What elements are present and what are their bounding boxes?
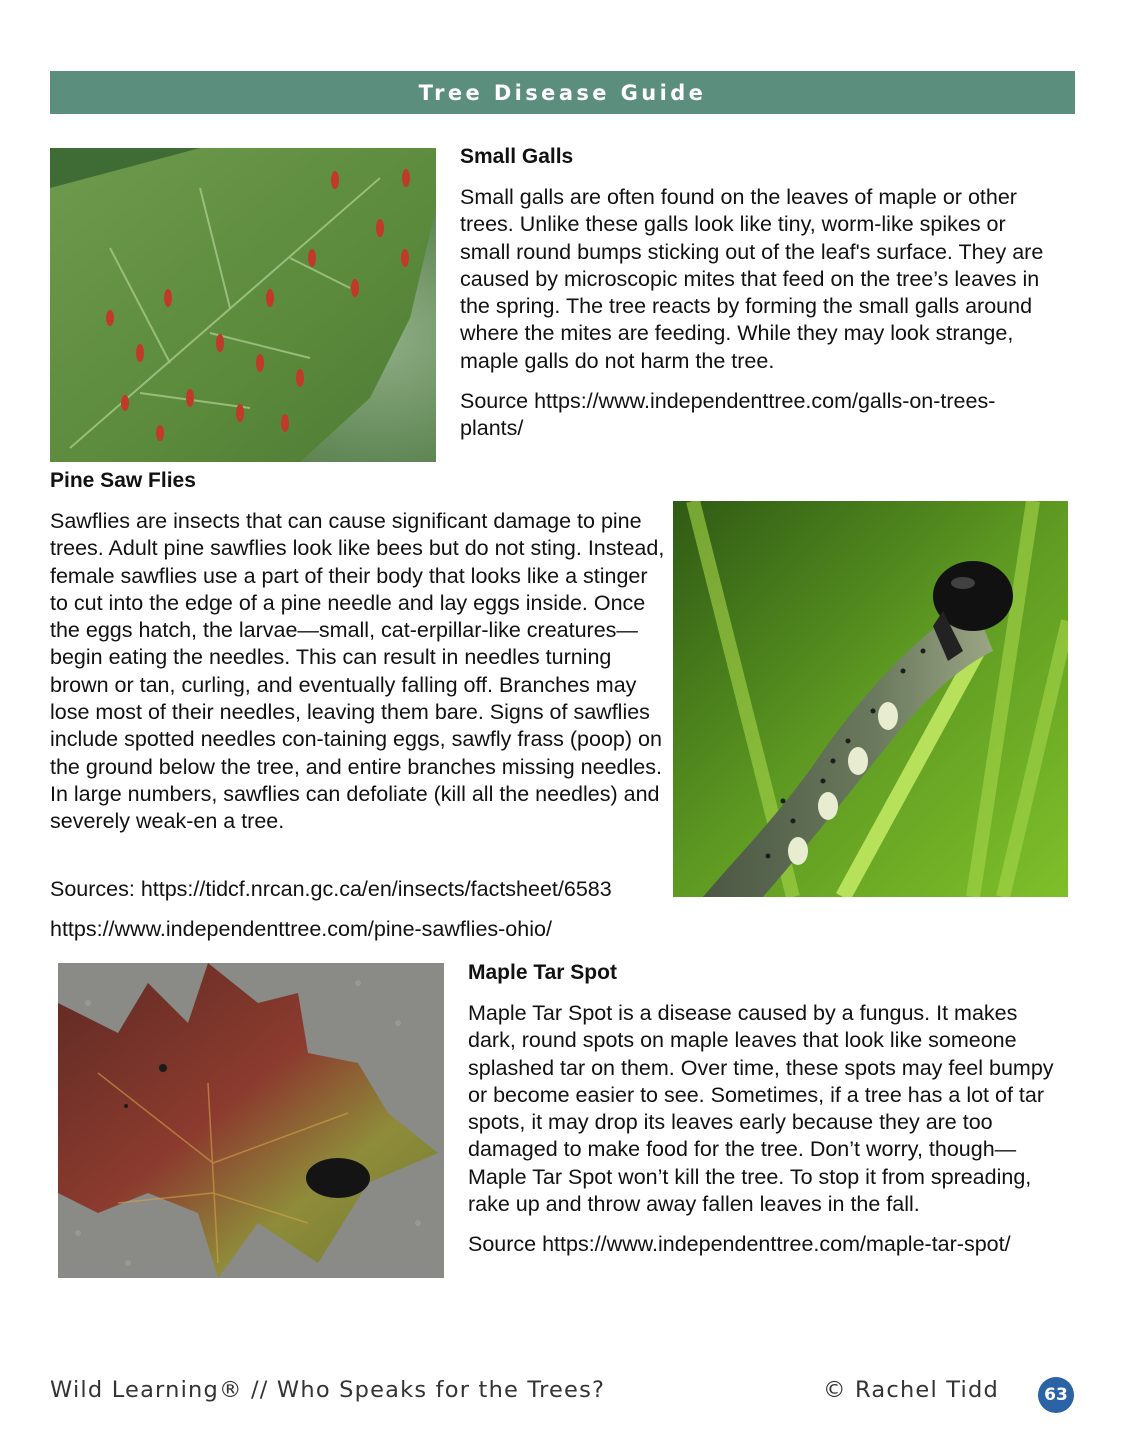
- small-galls-text: Small galls are often found on the leaves of maple or other trees. Unlike these galls look like tiny, worm-like spikes or small round bumps sticking out of the leaf's surface. They are caused by microscopic mites that feed on the tree’s leaves in the spring. The tree reacts by forming the small galls around where the mites are feeding. While they may look strange, maple galls do not harm the tree.: [460, 185, 1044, 373]
- page-number-badge: 63: [1038, 1377, 1074, 1413]
- footer-series-title: Wild Learning® // Who Speaks for the Trees?: [50, 1377, 606, 1403]
- header-bar: [50, 71, 1075, 114]
- maple-tar-spot-text: Maple Tar Spot is a disease caused by a fungus. It makes dark, round spots on maple leaves that look like someone splashed tar on them. Over time, these spots may feel bumpy or become easier to see. Sometimes, if a tree has a lot of tar spots, it may drop its leaves early because they are too damaged to make food for the tree. Don’t worry, though—Maple Tar Spot won’t kill the tree. To stop it from spreading, rake up and throw away fallen leaves in the fall.: [468, 1001, 1054, 1217]
- pine-saw-flies-source-1: Sources: https://tidcf.nrcan.gc.ca/en/insects/factsheet/6583: [50, 877, 612, 901]
- footer-copyright: © Rachel Tidd: [823, 1377, 999, 1403]
- pine-saw-flies-source-2: https://www.independenttree.com/pine-sawflies-ohio/: [50, 917, 552, 941]
- section-title-pine-saw-flies: Pine Saw Flies: [50, 469, 196, 492]
- small-galls-source: Source https://www.independenttree.com/galls-on-trees-plants/: [460, 389, 996, 441]
- section-title-maple-tar-spot: Maple Tar Spot: [468, 961, 617, 984]
- galls-leaf-image: [50, 148, 436, 462]
- section-title-small-galls: Small Galls: [460, 145, 574, 168]
- maple-tar-spot-image: [58, 963, 444, 1278]
- maple-tar-spot-source: Source https://www.independenttree.com/maple-tar-spot/: [468, 1232, 1011, 1256]
- pine-saw-flies-text: Sawflies are insects that can cause significant damage to pine trees. Adult pine sawflies look like bees but do not sting. Instead, female sawflies use a part of their body that looks like a stinger to cut into the edge of a pine needle and lay eggs inside. Once the eggs hatch, the larvae—small, cat-erpillar-like creatures—begin eating the needles. This can result in needles turning brown or tan, curling, and eventually falling off. Branches may lose most of their needles, leaving them bare. Signs of sawflies include spotted needles con-taining eggs, sawfly frass (poop) on the ground below the tree, and entire branches missing needles. In large numbers, sawflies can defoliate (kill all the needles) and severely weak-en a tree.: [50, 509, 665, 834]
- page-header-title: Tree Disease Guide: [418, 80, 707, 105]
- sawfly-larva-image: [673, 501, 1068, 897]
